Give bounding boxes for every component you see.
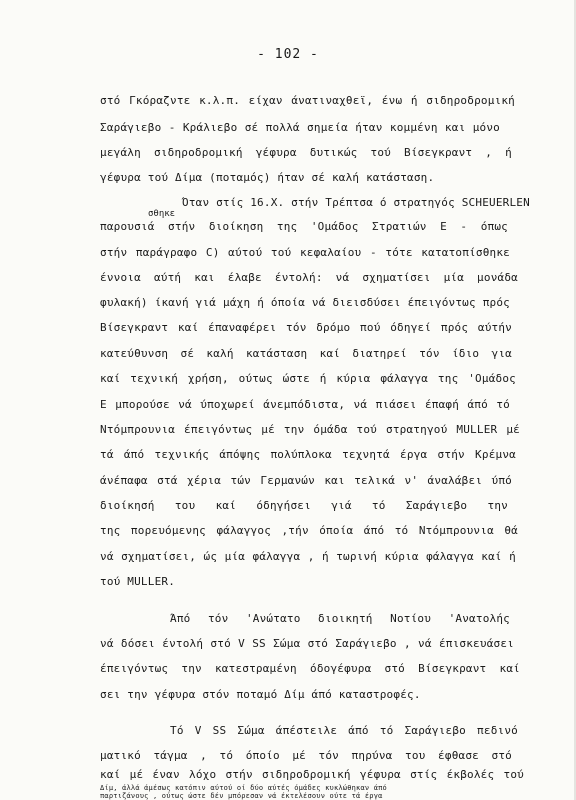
text-line-9: φυλακή) ίκανή γιά μάχη ή όποία νά διεισδύσει έπειγόντως πρός xyxy=(100,296,510,309)
text-line-16: άνέπαφα στά χέρια τών Γερμανών και τελικά ν' άναλάβει ύπό xyxy=(100,474,512,487)
text-line-5: Όταν στίς 16.Χ. στήν Τρέπτσα ό στρατηγός SCHEUERLEN xyxy=(182,196,530,209)
text-line-4: γέφυρα τού Δίμα (ποταμός) ήταν σέ καλή κατάσταση. xyxy=(100,171,435,184)
text-line-2: Σαράγιεβο - Κράλιεβο σέ πολλά σημεία ήταν κομμένη και μόνο xyxy=(100,121,500,134)
text-line-14: Ντόμπρουνια έπειγόντως μέ την όμάδα τού στρατηγού MULLER μέ xyxy=(100,423,520,436)
text-line-21: Άπό τόν 'Ανώτατο διοικητή Νοτίου 'Ανατολής xyxy=(170,612,510,625)
text-line-27: καί μέ έναν λόχο στήν σιδηροδρομική γέφυρα στίς έκβολές τού xyxy=(100,768,524,781)
text-line-3: μεγάλη σιδηροδρομική γέφυρα δυτικώς τού Βίσεγκραντ , ή xyxy=(100,146,512,159)
text-line-1: στό Γκόραζντε κ.λ.π. είχαν άνατιναχθεϊ, ένω ή σιδηροδρομική xyxy=(100,94,515,107)
text-line-29: παρτιζάνους , ούτως ώστε δέν μπόρεσαν νά έκτελέσουν ούτε τά έργα xyxy=(100,792,383,800)
text-line-12: καί τεχνική χρήση, ούτως ώστε ή κύρια φάλαγγα της 'Ομάδος xyxy=(100,372,516,385)
text-line-23: έπειγόντως την κατεστραμένη όδογέφυρα στό Βίσεγκραντ καί xyxy=(100,662,520,675)
text-line-10: Βίσεγκραντ καί έπαναφέρει τόν δρόμο πού όδηγεί πρός αύτήν xyxy=(100,321,512,334)
text-line-18: της πορευόμενης φάλαγγος ,τήν όποία άπό τό Ντόμπρουνια θά xyxy=(100,524,518,537)
handwritten-insertion: σθηκε xyxy=(148,209,176,219)
text-line-24: σει την γέφυρα στόν ποταμό Δίμ άπό καταστροφές. xyxy=(100,688,421,701)
text-line-8: έννοια αύτή και έλαβε έντολή: νά σχηματίσει μία μονάδα xyxy=(100,271,518,284)
text-line-6: παρουσιά στήν διοίκηση της 'Ομάδος Στρατιών Ε - όπως xyxy=(100,220,508,233)
text-line-26: ματικό τάγμα , τό όποίο μέ τόν πηρύνα του έφθασε στό xyxy=(100,749,512,762)
text-line-7: στήν παράγραφο C) αύτού τού κεφαλαίου - τότε κατατοπίσθηκε xyxy=(100,246,510,259)
text-line-19: νά σχηματίσει, ώς μία φάλαγγα , ή τωρινή κύρια φάλαγγα καί ή xyxy=(100,550,516,563)
page-number: - 102 - xyxy=(257,47,319,62)
text-line-13: Ε μπορούσε νά ύποχωρεί άνεμπόδιστα, νά πιάσει έπαφή άπό τό xyxy=(100,398,510,411)
text-line-28: Δίμ, άλλά άμέσως κατόπιν αύτού οί δύο αύτές όμάδες κυκλώθηκαν άπό xyxy=(100,784,387,792)
text-line-25: Τό V SS Σώμα άπέστειλε άπό τό Σαράγιεβο πεδινό xyxy=(170,724,518,737)
text-line-20: τού MULLER. xyxy=(100,575,176,588)
text-line-11: κατεύθυνση σέ καλή κατάσταση καί διατηρεί τόν ίδιο για xyxy=(100,347,512,360)
text-line-17: διοίκησή του καί όδηγήσει γιά τό Σαράγιεβο την xyxy=(100,499,508,512)
text-line-22: νά δόσει έντολή στό V SS Σώμα στό Σαράγιεβο , νά έπισκευάσει xyxy=(100,637,514,650)
text-line-15: τά άπό τεχνικής άπόψης πολύπλοκα τεχνητά έργα στήν Κρέμνα xyxy=(100,448,516,461)
